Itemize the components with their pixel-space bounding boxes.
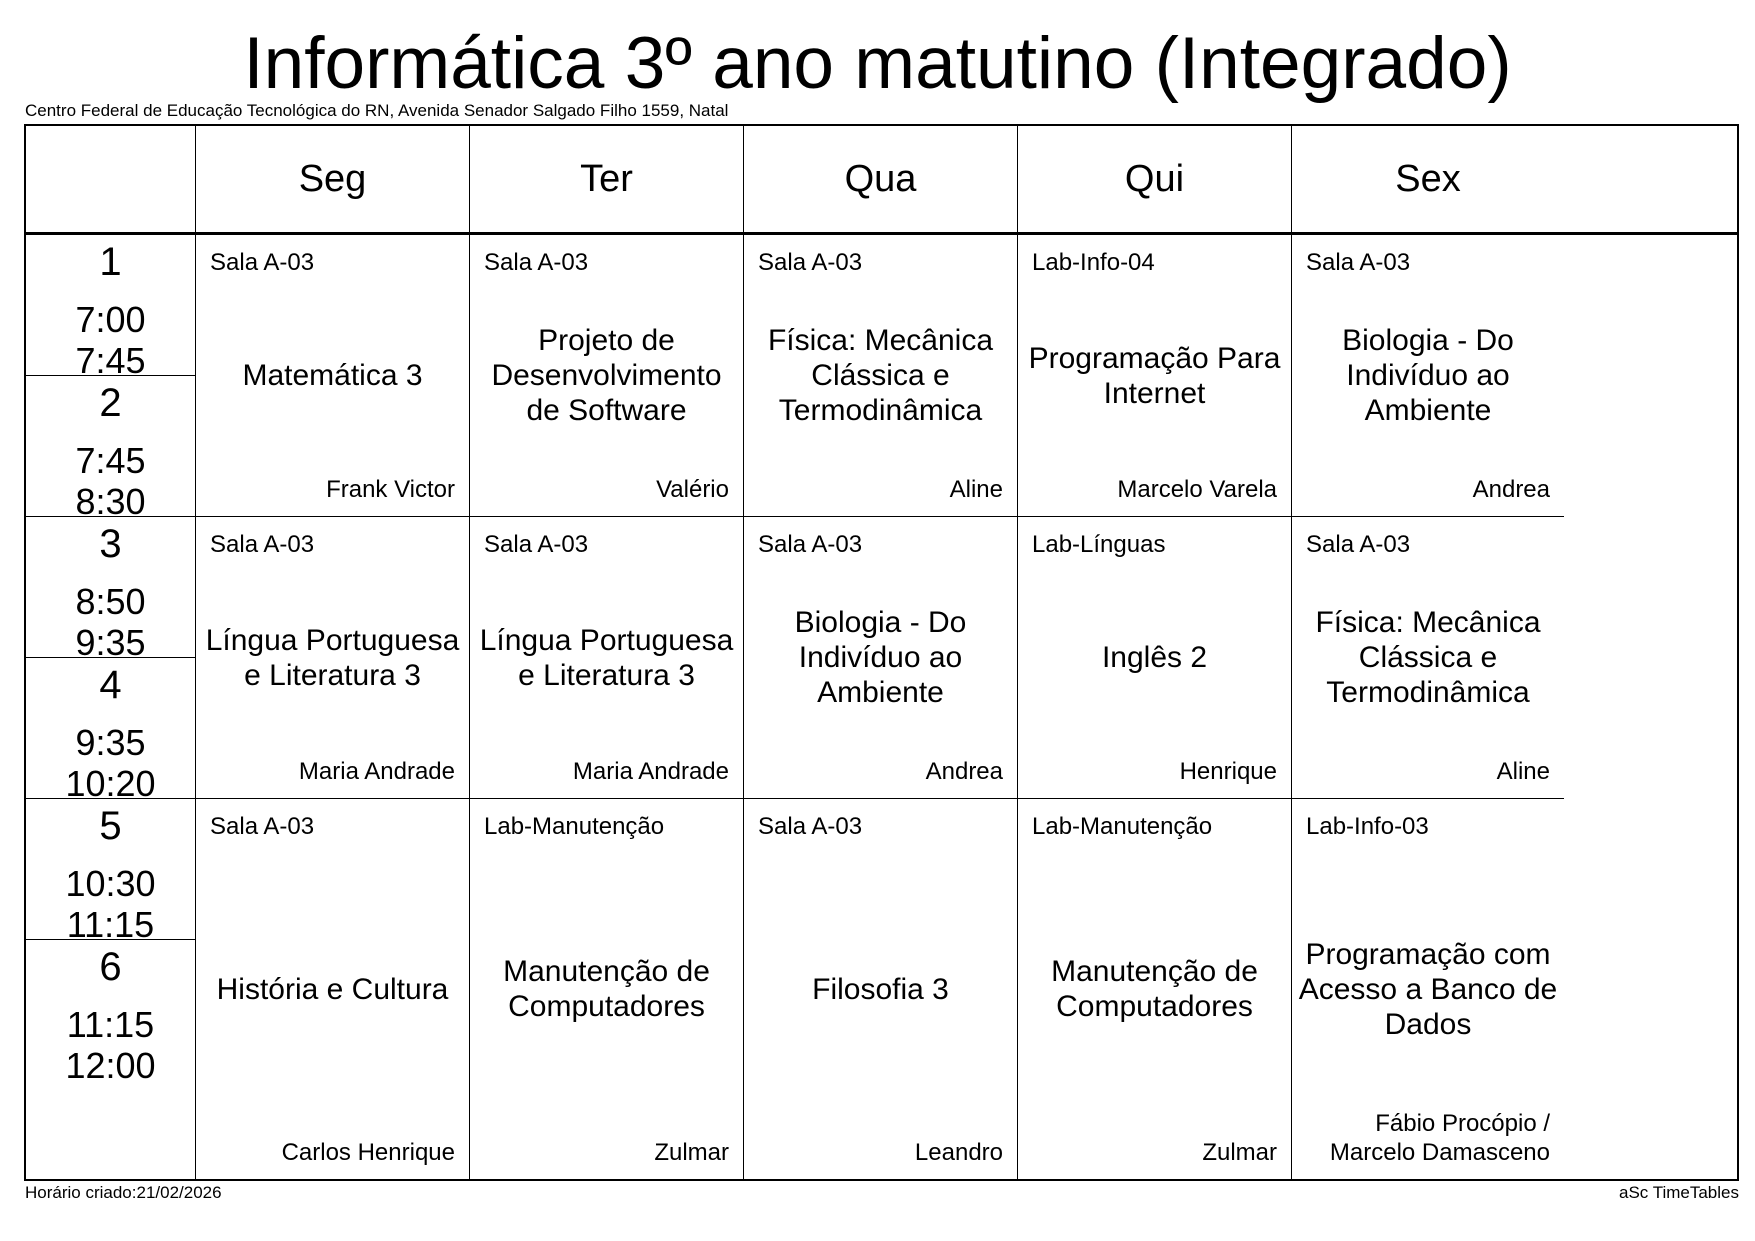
lesson-room: Lab-Info-03 (1306, 813, 1429, 840)
period-number: 6 (99, 945, 122, 989)
lesson-subject (1022, 799, 1287, 1179)
lesson-teacher: Aline (949, 476, 1003, 503)
period-end-time: 10:20 (65, 763, 156, 804)
lesson-subject-text: Biologia - Do Indivíduo ao Ambiente (794, 606, 967, 709)
lesson-subject-text: Filosofia 3 (812, 972, 949, 1006)
lesson-cell-sex-block-3 (1292, 799, 1564, 1179)
lesson-subject-text: Biologia - Do Indivíduo ao Ambiente (1342, 324, 1514, 427)
lesson-room: Sala A-03 (1306, 531, 1411, 558)
lesson-cell-seg-block-3 (196, 799, 470, 1179)
lesson-room: Lab-Manutenção (484, 813, 665, 840)
lesson-room: Sala A-03 (210, 249, 315, 276)
lesson-room: Sala A-03 (1306, 249, 1411, 276)
lesson-subject-text: Manutenção de Computadores (1051, 955, 1258, 1023)
lesson-cell-sex-block-2 (1292, 517, 1564, 799)
period-end-time: 9:35 (75, 622, 146, 663)
lesson-subject-text: Manutenção de Computadores (503, 955, 710, 1023)
lesson-teacher: Frank Victor (326, 476, 455, 503)
period-number: 1 (99, 240, 122, 284)
lesson-room: Sala A-03 (758, 249, 863, 276)
page-title: Informática 3º ano matutino (Integrado) (243, 23, 1512, 104)
lesson-room: Sala A-03 (484, 531, 589, 558)
lesson-area (196, 235, 1737, 1179)
lesson-subject (1296, 517, 1560, 798)
period-start-time: 10:30 (65, 863, 156, 904)
lesson-teacher: Zulmar (654, 1139, 729, 1166)
lesson-teacher: Carlos Henrique (281, 1139, 455, 1166)
day-header-sex: Sex (1395, 157, 1461, 200)
lesson-subject-text: Língua Portuguesa e Literatura 3 (479, 623, 734, 692)
lesson-room: Sala A-03 (210, 813, 315, 840)
lesson-cell-qua-block-1 (744, 235, 1018, 517)
lesson-subject (748, 517, 1013, 798)
period-start-time: 11:15 (66, 1004, 155, 1045)
day-header-qui: Qui (1018, 126, 1292, 232)
lesson-subject (474, 517, 739, 798)
lesson-teacher: Marcelo Varela (1117, 476, 1277, 503)
lesson-teacher: Leandro (914, 1139, 1003, 1166)
lesson-subject (1296, 235, 1560, 516)
lesson-room: Sala A-03 (210, 531, 315, 558)
lesson-subject-text: Inglês 2 (1101, 641, 1208, 674)
lesson-subject-text: Língua Portuguesa e Literatura 3 (205, 623, 460, 692)
period-column (26, 235, 196, 1179)
day-header-seg: Seg (196, 126, 470, 232)
period-end-time: 11:15 (66, 904, 155, 945)
period-end-time: 7:45 (75, 340, 146, 381)
period-number: 5 (99, 804, 122, 848)
lesson-subject (474, 799, 739, 1179)
software-credit: aSc TimeTables (1619, 1183, 1739, 1202)
day-header-qua: Qua (744, 126, 1018, 232)
period-3 (26, 517, 195, 674)
period-5 (26, 799, 195, 956)
lesson-cell-qua-block-2 (744, 517, 1018, 799)
period-start-time: 7:45 (75, 440, 146, 481)
day-header-row (196, 126, 1737, 232)
period-start-time: 9:35 (75, 722, 146, 763)
lesson-subject (1022, 517, 1287, 798)
lesson-subject (748, 235, 1013, 516)
lesson-teacher: Henrique (1179, 758, 1277, 785)
lesson-subject-text: Física: Mecânica Clássica e Termodinâmica (767, 324, 994, 427)
lesson-subject (748, 799, 1013, 1179)
lesson-room: Lab-Línguas (1032, 531, 1166, 558)
lesson-cell-sex-block-1 (1292, 235, 1564, 517)
lesson-teacher: Maria Andrade (572, 758, 729, 785)
lesson-subject-text: Programação com Acesso a Banco de Dados (1298, 937, 1558, 1041)
lesson-subject (474, 235, 739, 516)
lesson-cell-qui-block-2 (1018, 517, 1292, 799)
period-4 (26, 658, 195, 815)
lesson-subject-text: Programação Para Internet (1028, 341, 1281, 410)
lesson-cell-ter-block-1 (470, 235, 744, 517)
lesson-subject (200, 799, 465, 1179)
period-1 (26, 235, 195, 392)
lesson-cell-seg-block-2 (196, 517, 470, 799)
lesson-teacher: Fábio Procópio / Marcelo Damasceno (1329, 1110, 1550, 1166)
period-6 (26, 940, 195, 1097)
lesson-teacher: Maria Andrade (298, 758, 455, 785)
lesson-cell-ter-block-2 (470, 517, 744, 799)
lesson-cell-qui-block-1 (1018, 235, 1292, 517)
period-end-time: 12:00 (65, 1045, 156, 1086)
lesson-subject-text: Matemática 3 (242, 359, 423, 392)
lesson-room: Sala A-03 (758, 531, 863, 558)
lesson-cell-seg-block-1 (196, 235, 470, 517)
lesson-cell-qui-block-3 (1018, 799, 1292, 1179)
lesson-subject (200, 235, 465, 516)
lesson-teacher: Andrea (1472, 476, 1550, 503)
timetable-grid (24, 124, 1739, 1181)
lesson-subject (200, 517, 465, 798)
lesson-cell-qua-block-3 (744, 799, 1018, 1179)
lesson-teacher: Valério (656, 476, 729, 503)
lesson-subject-text: Física: Mecânica Clássica e Termodinâmica (1315, 606, 1541, 709)
lesson-subject-text: História e Cultura (216, 972, 449, 1006)
lesson-teacher: Aline (1496, 758, 1550, 785)
period-number: 4 (99, 663, 122, 707)
period-start-time: 7:00 (75, 299, 146, 340)
period-end-time: 8:30 (75, 481, 146, 522)
period-number: 2 (99, 381, 122, 425)
day-header-ter: Ter (470, 126, 744, 232)
institution-address: Centro Federal de Educação Tecnológica do RN, Avenida Senador Salgado Filho 1559, Natal (25, 101, 729, 120)
lesson-cell-ter-block-3 (470, 799, 744, 1179)
lesson-teacher: Zulmar (1202, 1139, 1277, 1166)
lesson-room: Sala A-03 (758, 813, 863, 840)
lesson-room: Lab-Manutenção (1032, 813, 1213, 840)
grid-corner (26, 126, 196, 232)
lesson-room: Lab-Info-04 (1032, 249, 1155, 276)
created-date: Horário criado:21/02/2026 (25, 1183, 222, 1202)
lesson-teacher: Andrea (925, 758, 1003, 785)
lesson-room: Sala A-03 (484, 249, 589, 276)
period-2 (26, 376, 195, 533)
lesson-subject (1022, 235, 1287, 516)
period-number: 3 (99, 522, 122, 566)
lesson-subject-text: Projeto de Desenvolvimento de Software (491, 324, 722, 427)
period-start-time: 8:50 (75, 581, 146, 622)
